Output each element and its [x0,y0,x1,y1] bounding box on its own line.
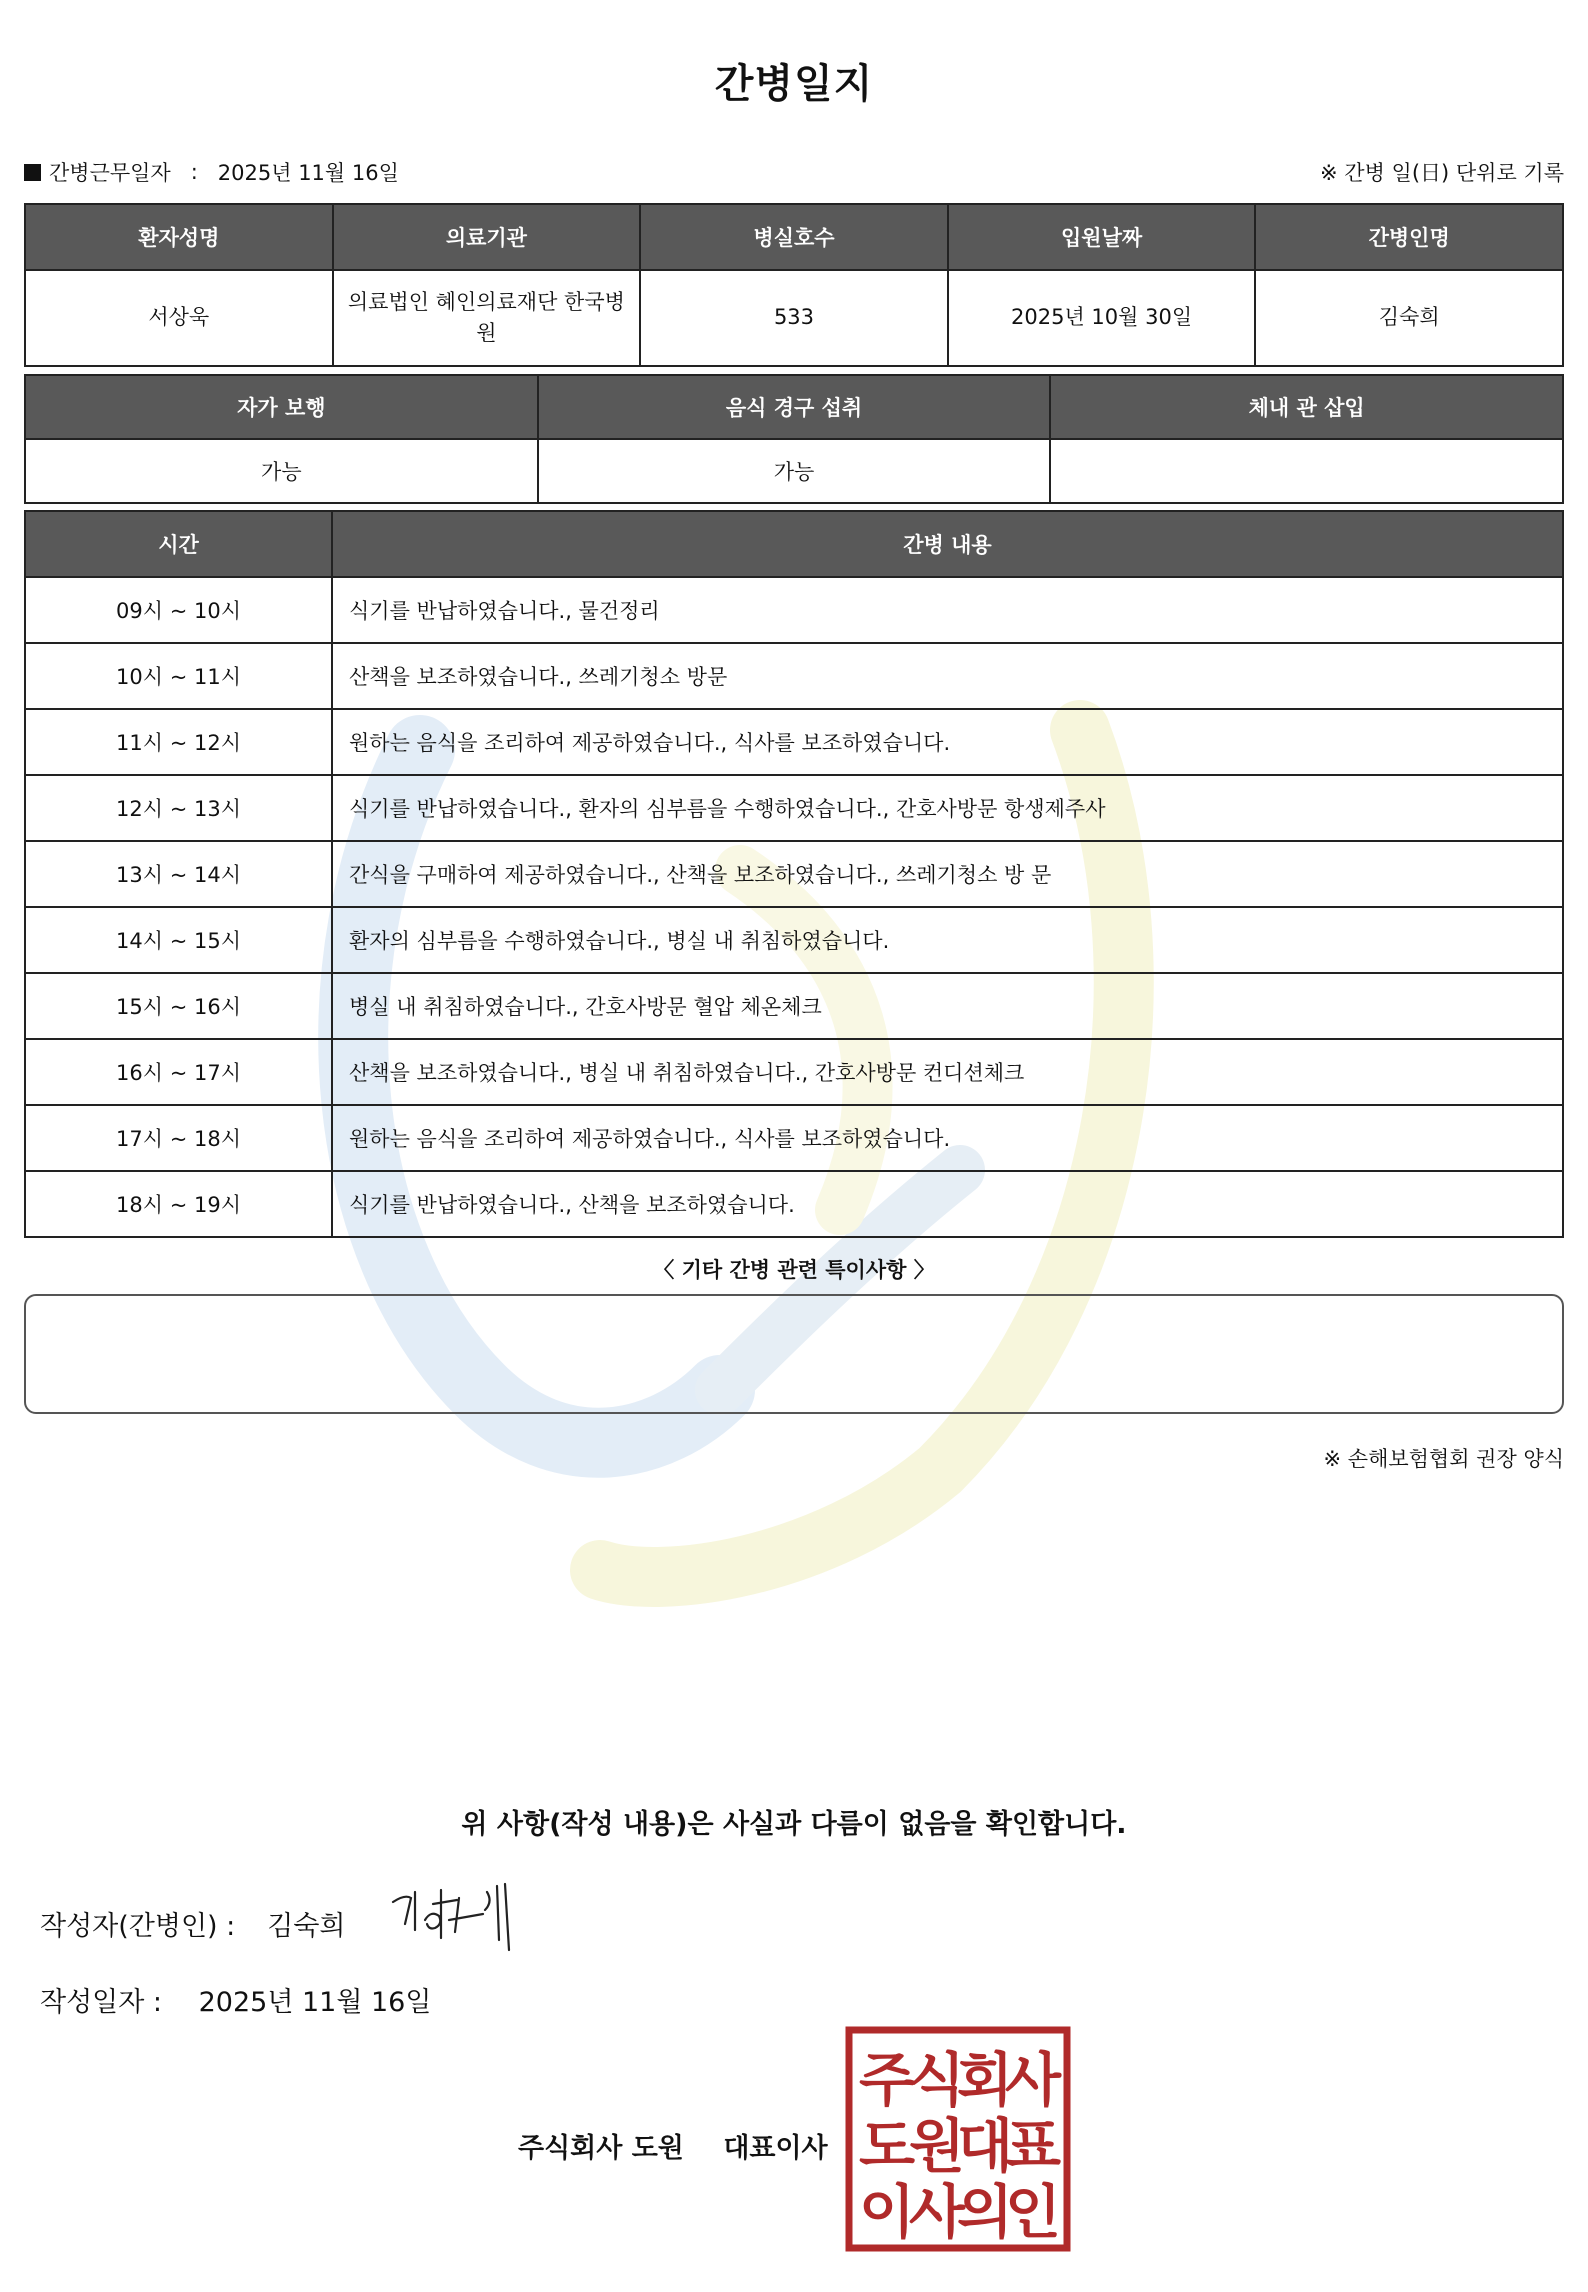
table-row [25,1105,1563,1171]
log-time: 18시 ~ 19시 [25,1171,332,1237]
log-content: 식기를 반납하였습니다., 산책을 보조하였습니다. [332,1171,1563,1237]
table-row [25,643,1563,709]
written-date-line [40,1980,431,2019]
patient-info-table [24,203,1564,367]
table-row [25,841,1563,907]
confirm-statement: 위 사항(작성 내용)은 사실과 다름이 없음을 확인합니다. [461,1809,1127,1840]
svg-text:이: 이 [858,2178,916,2246]
log-content: 원하는 음식을 조리하여 제공하였습니다., 식사를 보조하였습니다. [332,709,1563,775]
table-header-row [25,375,1563,439]
table-header-row [25,511,1563,577]
header-self-walking: 자가 보행 [25,375,538,439]
room-number: 533 [640,270,948,366]
writer-line [40,1904,346,1943]
log-content: 원하는 음식을 조리하여 제공하였습니다., 식사를 보조하였습니다. [332,1105,1563,1171]
recommend-note: ※ 손해보험협회 권장 양식 [1323,1447,1564,1471]
company-seal-stamp [845,2026,1071,2252]
log-time: 10시 ~ 11시 [25,643,332,709]
header-care-content: 간병 내용 [332,511,1563,577]
log-content: 산책을 보조하였습니다., 쓰레기청소 방문 [332,643,1563,709]
institution: 의료법인 혜인의료재단 한국병원 [333,270,641,366]
header-room-number: 병실호수 [640,204,948,270]
company-name: 주식회사 도원 [518,2133,684,2164]
work-date-label: 간병근무일자 [49,161,171,185]
header-admission-date: 입원날짜 [948,204,1256,270]
table-row [25,439,1563,503]
page-title: 간병일지 [714,61,874,107]
tube-insertion-value [1050,439,1563,503]
svg-text:원: 원 [908,2112,966,2180]
header-caregiver-name: 간병인명 [1255,204,1563,270]
log-time: 11시 ~ 12시 [25,709,332,775]
log-content: 식기를 반납하였습니다., 물건정리 [332,577,1563,643]
handwritten-signature [385,1880,525,1960]
log-content: 산책을 보조하였습니다., 병실 내 취침하였습니다., 간호사방문 컨디션체크 [332,1039,1563,1105]
table-header-row [25,204,1563,270]
special-notes-title: 〈 기타 간병 관련 특이사항 〉 [653,1258,935,1282]
company-ceo-title: 대표이사 [723,2133,828,2164]
oral-intake-value: 가능 [538,439,1051,503]
square-bullet-icon [24,164,41,181]
table-row [25,1171,1563,1237]
log-content: 간식을 구매하여 제공하였습니다., 산책을 보조하였습니다., 쓰레기청소 방 문 [332,841,1563,907]
table-row [25,270,1563,366]
table-row [25,775,1563,841]
table-row [25,973,1563,1039]
svg-text:인: 인 [1004,2178,1062,2246]
log-time: 13시 ~ 14시 [25,841,332,907]
log-content: 병실 내 취침하였습니다., 간호사방문 혈압 체온체크 [332,973,1563,1039]
writer-label: 작성자(간병인) : [40,1911,236,1942]
header-patient-name: 환자성명 [25,204,333,270]
written-date-label: 작성일자 : [40,1987,163,2018]
self-walking-value: 가능 [25,439,538,503]
table-row [25,1039,1563,1105]
unit-note: ※ 간병 일(日) 단위로 기록 [1320,161,1564,185]
log-content: 환자의 심부름을 수행하였습니다., 병실 내 취침하였습니다. [332,907,1563,973]
svg-text:사: 사 [908,2178,966,2246]
log-time: 15시 ~ 16시 [25,973,332,1039]
svg-text:사: 사 [1004,2046,1062,2114]
svg-text:도: 도 [858,2112,916,2180]
header-institution: 의료기관 [333,204,641,270]
work-date [24,157,399,187]
log-time: 09시 ~ 10시 [25,577,332,643]
svg-text:주: 주 [858,2046,916,2114]
svg-text:식: 식 [908,2046,966,2114]
work-date-separator: : [190,160,198,184]
log-time: 14시 ~ 15시 [25,907,332,973]
header-tube-insertion: 체내 관 삽입 [1050,375,1563,439]
log-time: 16시 ~ 17시 [25,1039,332,1105]
log-time: 17시 ~ 18시 [25,1105,332,1171]
care-log-table [24,510,1564,1238]
header-oral-intake: 음식 경구 섭취 [538,375,1051,439]
patient-name: 서상욱 [25,270,333,366]
work-date-value: 2025년 11월 16일 [217,161,399,185]
written-date-value: 2025년 11월 16일 [198,1987,432,2018]
company-line [518,2126,828,2165]
table-row [25,907,1563,973]
log-time: 12시 ~ 13시 [25,775,332,841]
writer-name: 김숙희 [267,1911,346,1942]
table-row [25,577,1563,643]
svg-text:의: 의 [956,2178,1014,2246]
header-time: 시간 [25,511,332,577]
table-row [25,709,1563,775]
svg-text:대: 대 [956,2112,1014,2180]
patient-status-table [24,374,1564,504]
log-content: 식기를 반납하였습니다., 환자의 심부름을 수행하였습니다., 간호사방문 항생제주사 [332,775,1563,841]
caregiver-name: 김숙희 [1255,270,1563,366]
special-notes-box [24,1294,1564,1414]
svg-text:회: 회 [956,2046,1014,2114]
admission-date: 2025년 10월 30일 [948,270,1256,366]
svg-text:표: 표 [1004,2112,1062,2180]
